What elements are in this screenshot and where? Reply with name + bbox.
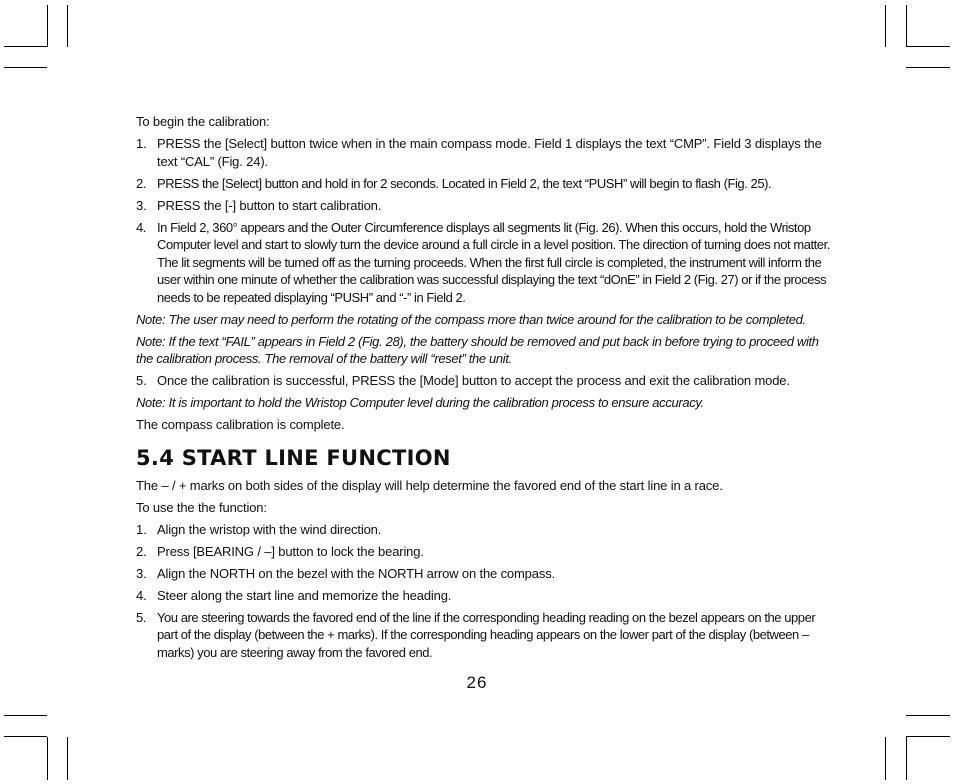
item-text: PRESS the [Select] button and hold in for 2 seconds. Located in Field 2, the text “PUSH” will begin to flash (Fig. 25). bbox=[157, 175, 772, 191]
item-text: Align the wristop with the wind direction. bbox=[157, 521, 382, 537]
note-rotation: Note: The user may need to perform the rotating of the compass more than twice around for the calibration to be completed. bbox=[136, 311, 806, 327]
section-description: The – / + marks on both sides of the display will help determine the favored end of the start line in a race. bbox=[136, 477, 723, 493]
list-item bbox=[136, 135, 832, 170]
use-intro: To use the the function: bbox=[136, 499, 267, 515]
item-text: Press [BEARING / –] button to lock the bearing. bbox=[157, 543, 424, 559]
item-number: 1. bbox=[136, 521, 147, 537]
note-level: Note: It is important to hold the Wristop Computer level during the calibration process to ensure accuracy. bbox=[136, 395, 704, 410]
item-text: Steer along the start line and memorize the heading. bbox=[157, 587, 452, 603]
item-number: 1. bbox=[136, 136, 147, 151]
start-line-steps bbox=[136, 521, 832, 662]
list-item bbox=[136, 565, 832, 583]
list-item bbox=[136, 175, 832, 193]
item-text: PRESS the [-] button to start calibration. bbox=[157, 197, 382, 213]
item-text: You are steering towards the favored end of the line if the corresponding heading reading on the bezel appears on the upper part of the display (between the + marks). If the corresponding heading appears on the lower part of the display (between – marks) you are steering away from the favored end. bbox=[157, 609, 816, 660]
note-fail: Note: If the text “FAIL” appears in Field 2 (Fig. 28), the battery should be removed and put back in before trying to proceed with the calibration process. The removal of the battery will “reset” the unit. bbox=[136, 333, 819, 366]
list-item bbox=[136, 372, 832, 390]
list-item bbox=[136, 219, 832, 307]
item-number: 4. bbox=[136, 587, 147, 603]
item-number: 5. bbox=[136, 373, 147, 388]
item-number: 2. bbox=[136, 543, 147, 559]
list-item bbox=[136, 521, 832, 539]
calibration-steps bbox=[136, 135, 832, 306]
item-text: Once the calibration is successful, PRESS the [Mode] button to accept the process and exit the calibration mode. bbox=[157, 373, 790, 388]
intro-text: To begin the calibration: bbox=[136, 114, 270, 129]
page-content bbox=[136, 113, 832, 666]
item-number: 2. bbox=[136, 175, 146, 191]
item-number: 4. bbox=[136, 219, 146, 235]
calibration-step-5 bbox=[136, 372, 832, 390]
item-number: 3. bbox=[136, 565, 147, 581]
item-text: In Field 2, 360° appears and the Outer Circumference displays all segments lit (Fig. 26). When this occurs, hold the Wristop Computer level and start to slowly turn the device around a full circle in a level position. The direction of turning does not matter. The lit segments will be turned off as the turning proceeds. When the first full circle is completed, the instrument will inform the user within one minute of whether the calibration was successful displaying the text “dOnE” in Field 2 (Fig. 27) or if the process needs to be repeated displaying “PUSH” and “-” in Field 2. bbox=[157, 219, 830, 305]
list-item bbox=[136, 587, 832, 605]
complete-text: The compass calibration is complete. bbox=[136, 417, 345, 432]
list-item bbox=[136, 197, 832, 215]
item-number: 3. bbox=[136, 197, 147, 213]
section-heading: 5.4 START LINE FUNCTION bbox=[136, 445, 451, 470]
item-text: PRESS the [Select] button twice when in the main compass mode. Field 1 displays the text “CMP”. Field 3 displays the text “CAL” (Fig. 24). bbox=[157, 136, 822, 169]
list-item bbox=[136, 609, 832, 662]
item-text: Align the NORTH on the bezel with the NORTH arrow on the compass. bbox=[157, 565, 556, 581]
list-item bbox=[136, 543, 832, 561]
page-number: 26 bbox=[466, 673, 488, 692]
item-number: 5. bbox=[136, 609, 146, 625]
